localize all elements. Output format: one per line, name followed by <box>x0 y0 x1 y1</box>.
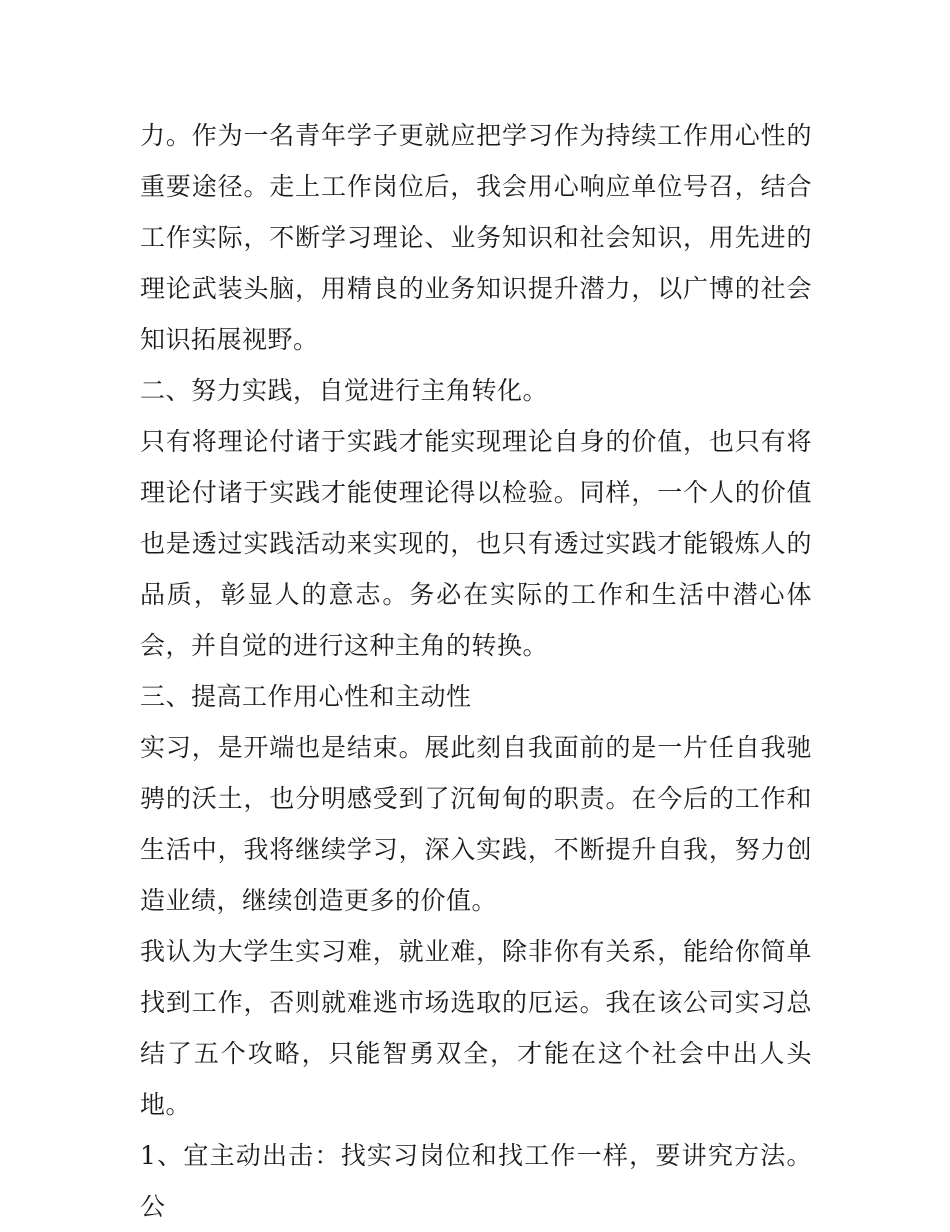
paragraph-employment-difficulty: 我认为大学生实习难，就业难，除非你有关系，能给你简单找到工作，否则就难逃市场选取的厄运。我在该公司实习总结了五个攻略，只能智勇双全，才能在这个社会中出人头地。 <box>140 937 812 1119</box>
heading-practice: 二、努力实践，自觉进行主角转化。 <box>140 376 549 405</box>
paragraph-study-continuation: 力。作为一名青年学子更就应把学习作为持续工作用心性的重要途径。走上工作岗位后，我会用心响应单位号召，结合工作实际，不断学习理论、业务知识和社会知识，用先进的理论武装头脑，用精良的业务知识提升潜力，以广博的社会知识拓展视野。 <box>140 121 812 354</box>
paragraph-internship-summary: 实习，是开端也是结束。展此刻自我面前的是一片任自我驰骋的沃土，也分明感受到了沉甸甸的职责。在今后的工作和生活中，我将继续学习，深入实践，不断提升自我，努力创造业绩，继续创造更多的价值。 <box>140 733 812 915</box>
document-body <box>140 110 812 1232</box>
heading-initiative: 三、提高工作用心性和主动性 <box>140 682 472 711</box>
list-item-strategy-1: 1、宜主动出击：找实习岗位和找工作一样，要讲究方法。公 <box>140 1141 812 1221</box>
paragraph-practice: 只有将理论付诸于实践才能实现理论自身的价值，也只有将理论付诸于实践才能使理论得以检验。同样，一个人的价值也是透过实践活动来实现的，也只有透过实践才能锻炼人的品质，彰显人的意志。务必在实际的工作和生活中潜心体会，并自觉的进行这种主角的转换。 <box>140 427 812 660</box>
